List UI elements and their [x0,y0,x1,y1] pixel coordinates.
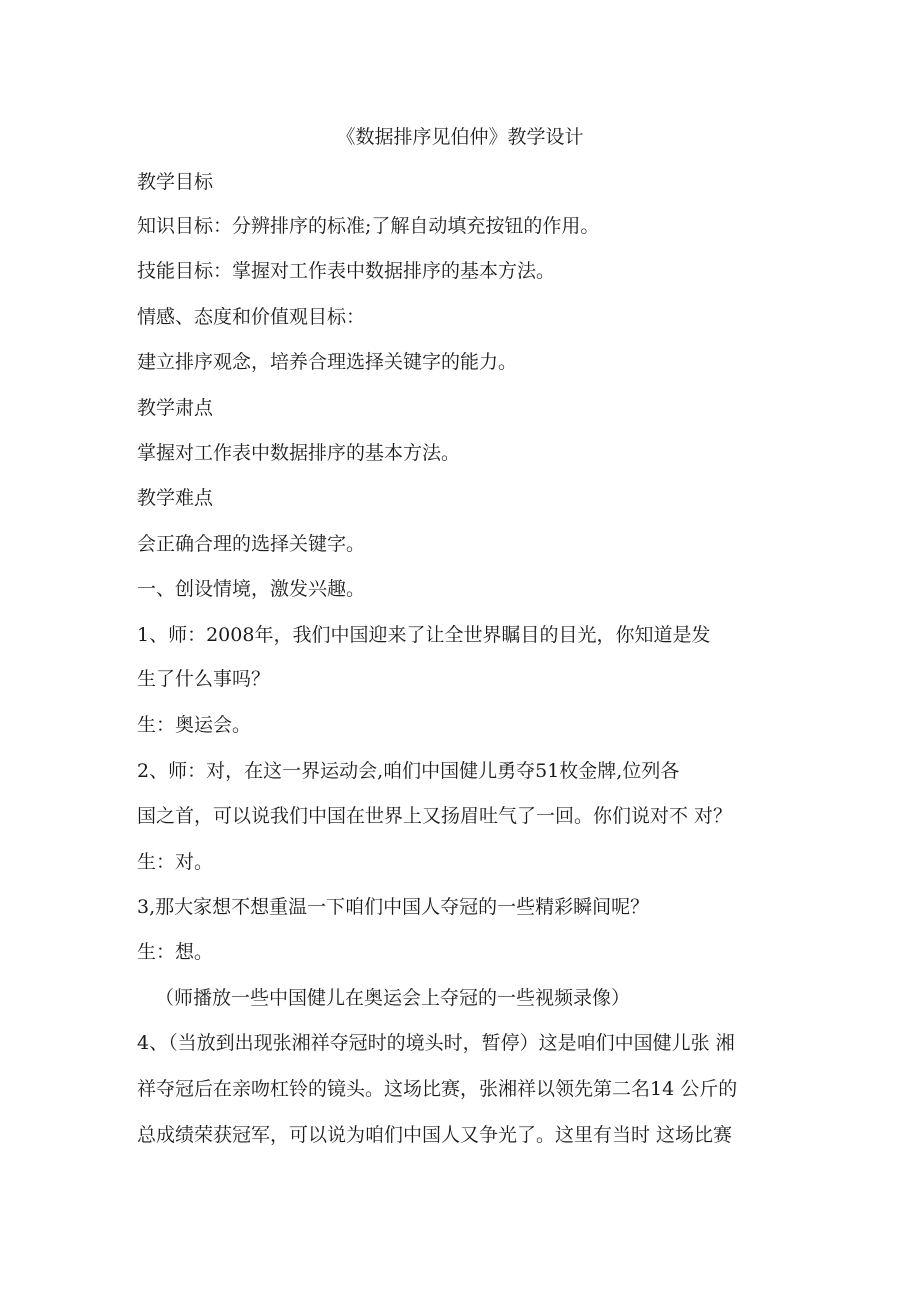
paragraph-line: 3,那大家想不想重温一下咱们中国人夺冠的一些精彩瞬间呢？ [137,896,650,918]
heading-key-points: 教学肃点 [137,397,214,419]
emotion-goal-text: 建立排序观念，培养合理选择关键字的能力。 [137,351,518,373]
heading-difficult-points: 教学难点 [137,487,214,509]
paragraph-line: 1、师：2008年，我们中国迎来了让全世界瞩目的目光，你知道是发 [137,624,711,646]
paragraph-line: 2、师：对，在这一界运动会,咱们中国健儿勇夺51枚金牌,位列各 [137,760,680,782]
emotion-goal-heading: 情感、态度和价值观目标： [137,306,366,328]
section-one-heading: 一、创设情境，激发兴趣。 [137,578,366,600]
paragraph-line: 国之首，可以说我们中国在世界上又扬眉吐气了一回。你们说对不 对？ [137,805,733,827]
difficult-points-text: 会正确合理的选择关键字。 [137,533,366,555]
paragraph-line: 总成绩荣获冠军，可以说为咱们中国人又争光了。这里有当时 这场比赛 [137,1124,733,1146]
skill-goal: 技能目标：掌握对工作表中数据排序的基本方法。 [137,260,556,282]
paragraph-line: 生：对。 [137,851,214,873]
paragraph-line: 4、（当放到出现张湘祥夺冠时的境头时，暂停）这是咱们中国健儿张 湘 [137,1032,735,1054]
paragraph-line: 祥夺冠后在亲吻杠铃的镜头。这场比赛，张湘祥以领先第二名14 公斤的 [137,1078,738,1100]
key-points-text: 掌握对工作表中数据排序的基本方法。 [137,442,461,464]
heading-teaching-goals: 教学目标 [137,171,214,193]
document-title: 《数据排序见伯仲》教学设计 [336,126,584,148]
paragraph-line: 生：想。 [137,941,214,963]
paragraph-line: 生了什么事吗？ [137,668,271,690]
paragraph-line: 生：奥运会。 [137,714,252,736]
knowledge-goal: 知识目标：分辨排序的标准;了解自动填充按钮的作用。 [137,215,600,237]
paragraph-line: （师播放一些中国健儿在奥运会上夺冠的一些视频录像） [155,987,631,1009]
